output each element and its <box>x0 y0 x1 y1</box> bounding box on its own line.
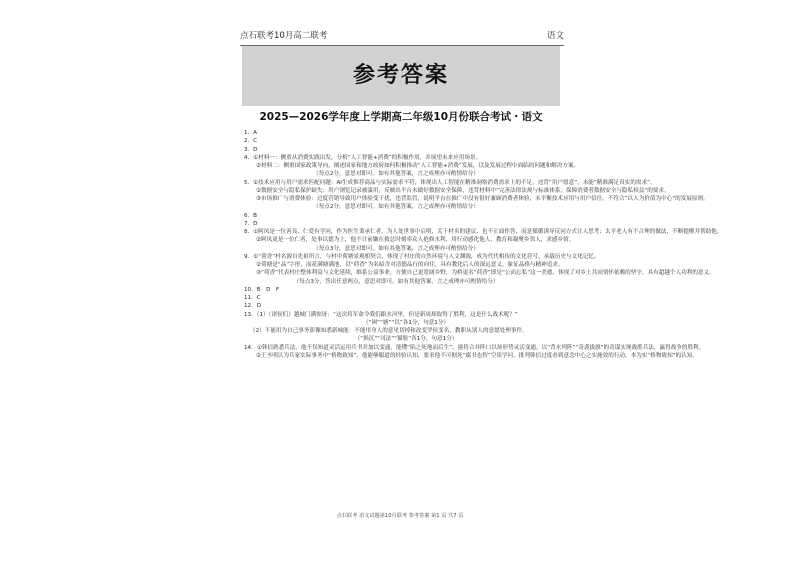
answer-line: 12．D <box>244 303 262 310</box>
running-header <box>240 29 564 46</box>
answer-line: 6．B <box>244 212 257 219</box>
answer-line: 2．C <box>244 138 258 145</box>
scoring-note: （每点3分，意思对即可。如有其他答案，言之成理亦可酌情给分） <box>313 245 479 252</box>
answer-line: 1．A <box>244 130 257 136</box>
answer-line: 5．①技术应用与用户需求匹配问题：AI生成推荐商品与实际需求不符，体现出人工智能在精准洞察消费需求上的不足，违背“用户愿意”，未能“精准满足真实的需求”。 <box>244 179 656 186</box>
scoring-note: （“损沉”“司法”“猫脸”各1分，句意1分） <box>354 336 458 343</box>
header-exam-name: 点石联考10月高二联考 <box>240 31 328 41</box>
answer-line: 7．D <box>244 220 258 227</box>
scoring-note: （每点2分，意思对即可。如有其他答案，言之成理亦可酌情给分） <box>313 204 479 211</box>
answer-line: ②材料二：侧重国家政策导向，阐述国家和地方政府如何积极推动“人工智能+消费”发展，以及发展过程中面临的问题和解决方案。 <box>256 163 580 169</box>
answer-line: 4．①材料一：侧重从消费实践出发，分析“人工智能+消费”的积极作用，并展望未来应用场景。 <box>244 154 482 161</box>
answer-line: ③市场推广与消费体验：过度营销导致用户体验受干扰，违背监管，说明平台在推广中没有很好兼顾消费者体验，未平衡技术应用与用户信任，不符合“以人为价值为中心”的发展原则。 <box>256 196 709 202</box>
answer-line: 9．①“荷香”村名源自先祖所言，与村中荷塘景观相契合，体现了村庄的自然环境与人文渊源，成为代代相传的文化符号，承载历史与文化记忆。 <box>244 253 600 260</box>
answer-line: 10．B D F <box>244 286 280 293</box>
answer-line: ②荷塘是“品”字形，而花满塘满池，以“荷香”为名暗含对清德品行的向往，具有教化后人的深远意义，象征品格与精神追求。 <box>256 262 564 268</box>
scoring-note: （每点3分，答出任意两点，意思对即可。如有其他答案，言之成理亦可酌情给分） <box>293 278 499 285</box>
answer-line: 13．（1）（诸侯们）越城门满惊讶：“这次将军命令我们跟水河里，但是新周却取得了胜利，这是什么战术呢？” <box>244 311 518 318</box>
title-banner <box>242 46 560 106</box>
answer-line: ③“荷香”代表村庄整体利益与文化延续，维系公益事业，方便自己更宽阔乡野，为桥更名“荷香”即是“公而忘私”这一美德，体现了对乡土共同情怀依赖的坚守，具有超越个人功利的意义。 <box>256 270 715 277</box>
scoring-note: （“圉”“塘”“以”各1分，句意1分） <box>362 319 450 326</box>
answer-line: 14．①韩信熟悉兵法，他不仅知道灵活运用兵书并加以变通，能懂“陷之死地而后生”，能将合并阵口以场形势灵活变通，以“背水列阵”“奇袭拔旗”的奇谋实现战胜兵法，赢得战争的胜利。 <box>244 344 705 351</box>
answer-line: 11．C <box>244 295 261 301</box>
answer-line: （2）不能用为自己事务影像知悉新城能：不能用身人的意见切掉和改变罗侯变名，教职从别人的意愿处理事件。 <box>250 328 528 334</box>
answer-line: 8．①阿凤是一位善良、仁爱有学问，作为医生秉承仁者，为人处世事中启明，关于村名的建议，也不正面作答，而是循循诱导反问方式让人思考；太平老人有不合理的做法，不断提醒并帮助他。 <box>244 229 723 235</box>
answer-body <box>244 129 723 360</box>
answer-line: ②王丞明认为兵家实际事务中“格物致知”，他能够服道的经验认知，要求他不可据死“腐书也智”空谈学问，批判韩信过度看到意念中心之实施效的行动，本为实“格物致知”的认知。 <box>256 352 698 359</box>
answer-line: ②阿凤更是一位仁者，处事以德为上，他不计前嫌在救总时刻率众人抢修水利，用行动感化他人，教育和凝聚乡邻人，求感乡情。 <box>256 237 575 244</box>
exam-subtitle: 2025—2026学年度上学期高二年级10月份联合考试・语文 <box>259 111 543 123</box>
page-footer: 点石联考 语文试题第10月联考 参考答案 第1 页 共7 页 <box>336 513 464 519</box>
page-title: 参考答案 <box>352 62 449 88</box>
scoring-note: （每点2分，意思对即可。如有其他答案，言之成理亦可酌情给分） <box>313 171 479 178</box>
answer-line: 3．D <box>244 146 258 153</box>
answer-line: ②数据安全与隐私保护缺失：用户浏览记录被滥用，反映出平台未做好数据安全保障，违背材料中“完善法律法规与标准体系，保障消费者数据安全与隐私权益”的要求。 <box>256 187 670 194</box>
header-subject: 语文 <box>546 31 564 41</box>
